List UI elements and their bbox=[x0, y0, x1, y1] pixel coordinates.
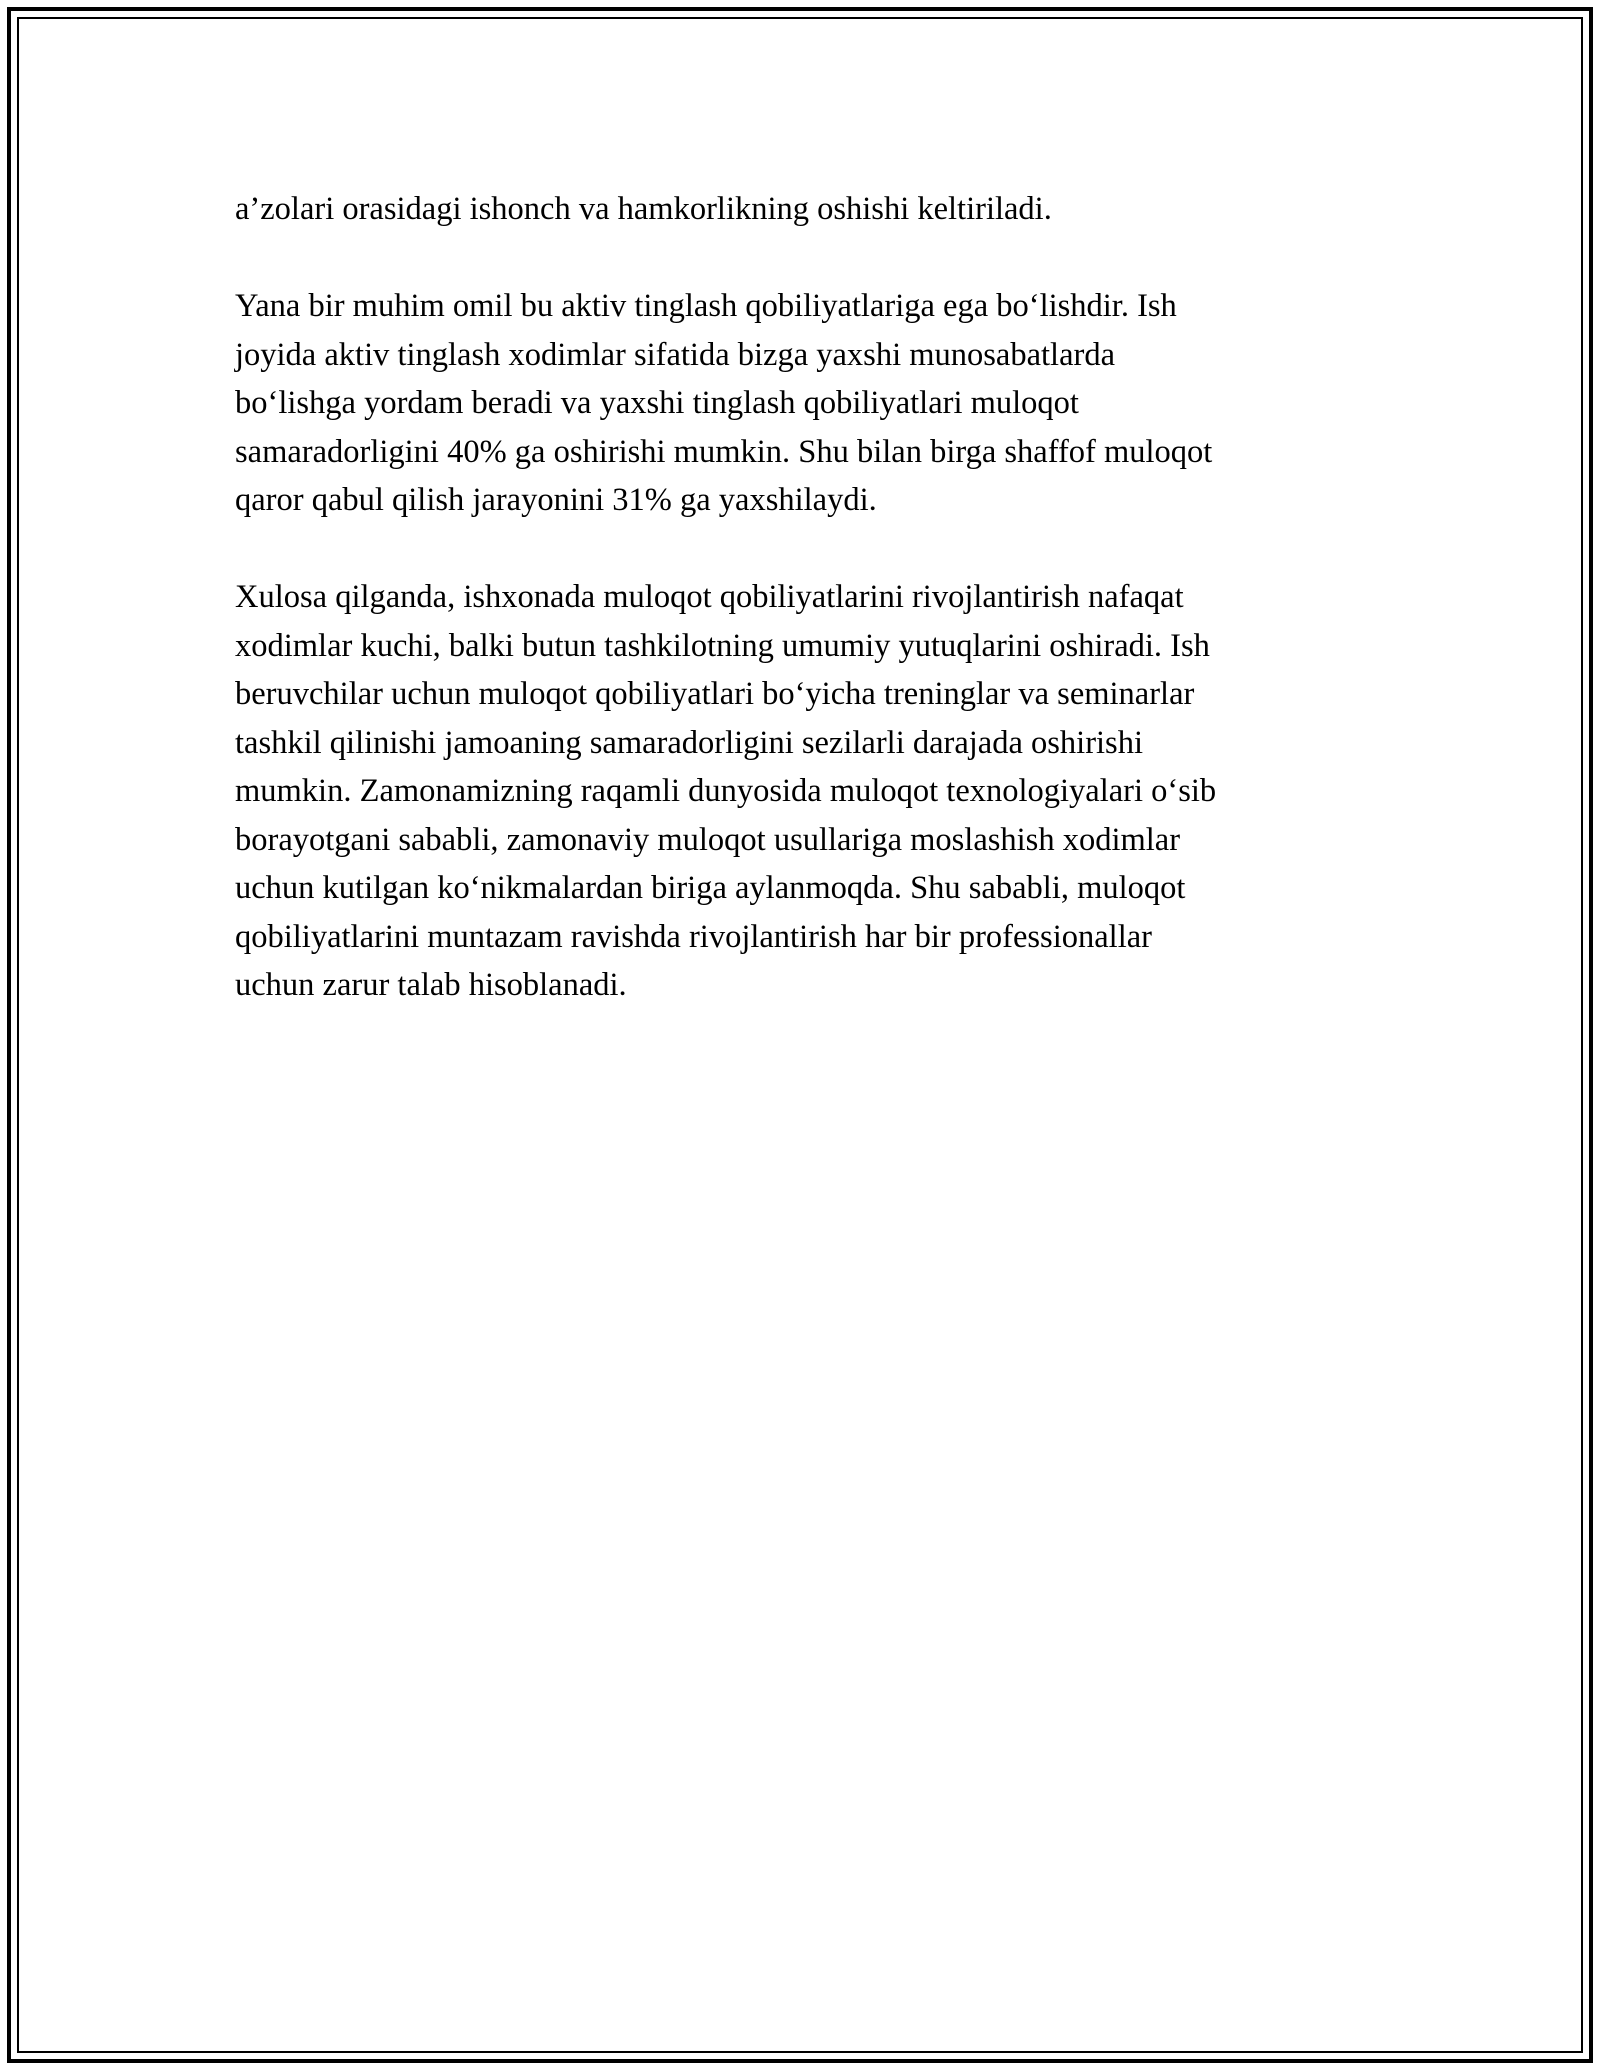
text-line: mumkin. Zamonamizning raqamli dunyosida muloqot texnologiyalari o‘sib bbox=[235, 773, 1217, 809]
paragraph-1 bbox=[235, 185, 1365, 234]
text-line: beruvchilar uchun muloqot qobiliyatlari bo‘yicha treninglar va seminarlar bbox=[235, 676, 1195, 712]
text-line: Yana bir muhim omil bu aktiv tinglash qobiliyatlariga ega bo‘lishdir. Ish bbox=[235, 288, 1177, 324]
text-line: xodimlar kuchi, balki butun tashkilotning umumiy yutuqlarini oshiradi. Ish bbox=[235, 627, 1210, 664]
text-line: joyida aktiv tinglash xodimlar sifatida bizga yaxshi munosabatlarda bbox=[235, 336, 1115, 373]
text-line: qobiliyatlarini muntazam ravishda rivojlantirish har bir professionallar bbox=[235, 918, 1152, 955]
paragraph-2 bbox=[235, 282, 1365, 525]
text-line: samaradorligini 40% ga oshirishi mumkin. Shu bilan birga shaffof muloqot bbox=[235, 433, 1213, 470]
text-line: uchun zarur talab hisoblanadi. bbox=[235, 967, 627, 1003]
document-body bbox=[235, 185, 1365, 1058]
paragraph-3 bbox=[235, 573, 1365, 1010]
text-line: uchun kutilgan ko‘nikmalardan biriga aylanmoqda. Shu sababli, muloqot bbox=[235, 870, 1186, 906]
text-line: a’zolari orasidagi ishonch va hamkorlikning oshishi keltiriladi. bbox=[235, 191, 1052, 227]
text-line: borayotgani sababli, zamonaviy muloqot usullariga moslashish xodimlar bbox=[235, 821, 1181, 858]
text-line: Xulosa qilganda, ishxonada muloqot qobiliyatlarini rivojlantirish nafaqat bbox=[235, 579, 1184, 615]
text-line: bo‘lishga yordam beradi va yaxshi tinglash qobiliyatlari muloqot bbox=[235, 385, 1079, 421]
text-line: qaror qabul qilish jarayonini 31% ga yaxshilaydi. bbox=[235, 482, 877, 518]
text-line: tashkil qilinishi jamoaning samaradorligini sezilarli darajada oshirishi bbox=[235, 724, 1143, 761]
